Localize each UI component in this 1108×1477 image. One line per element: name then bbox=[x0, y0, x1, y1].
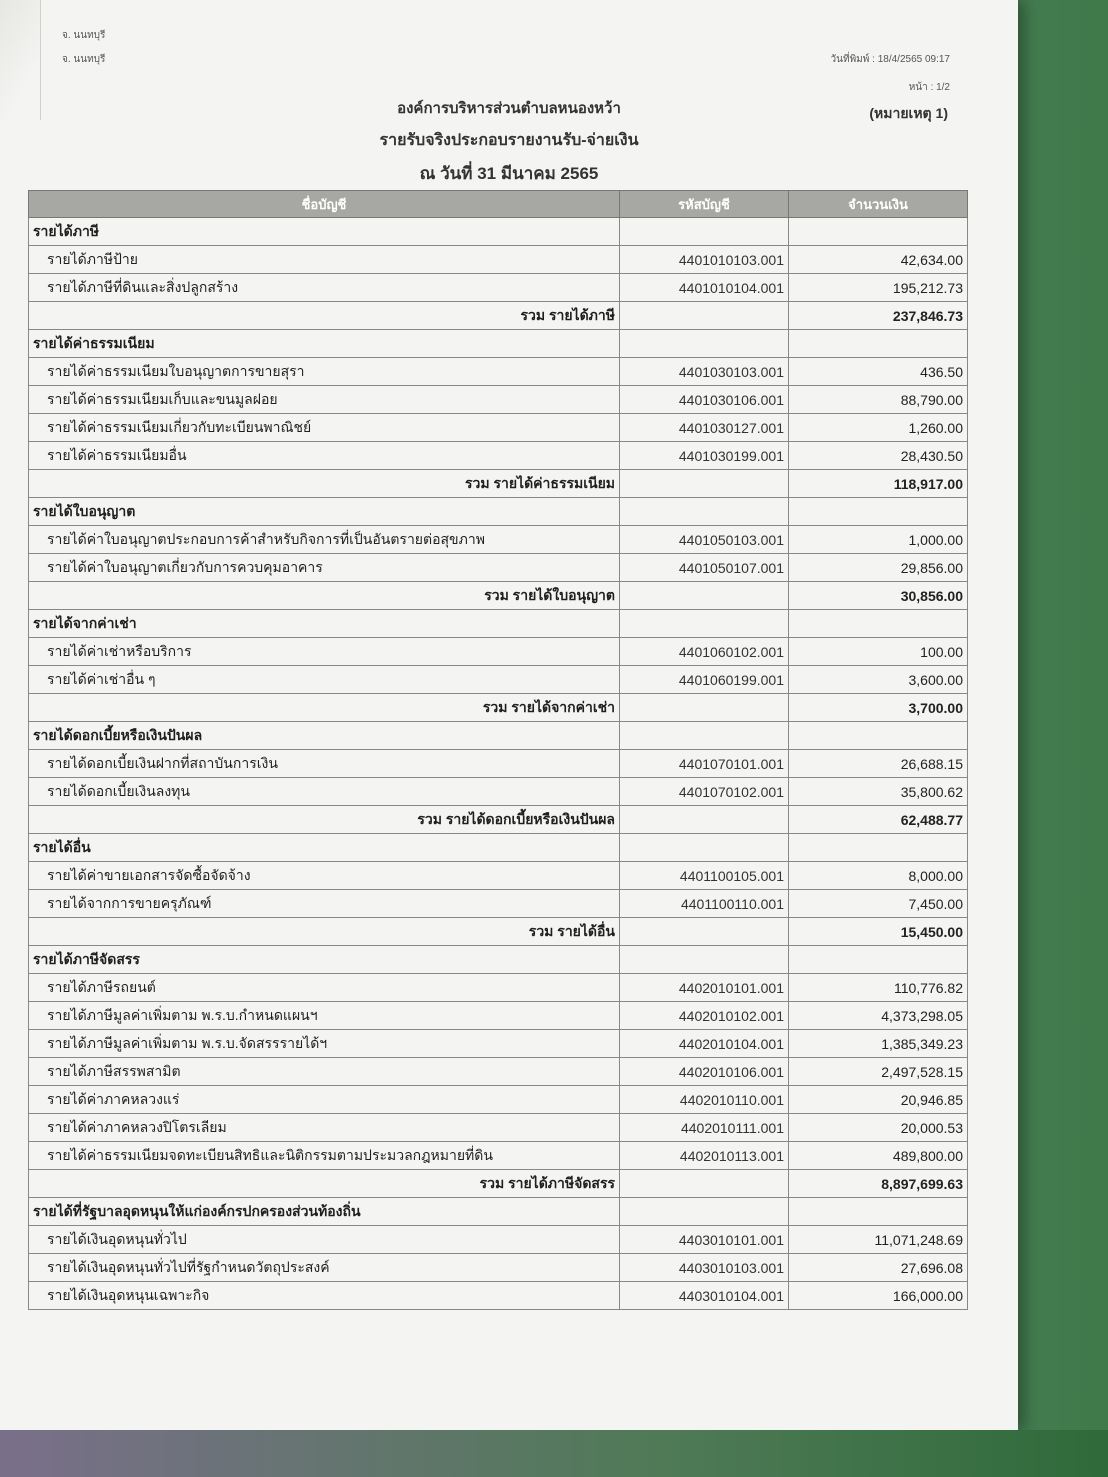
table-row-item bbox=[29, 554, 968, 582]
table-row-item bbox=[29, 1282, 968, 1310]
amount-cell: 20,946.85 bbox=[789, 1086, 968, 1114]
print-date: วันที่พิมพ์ : 18/4/2565 09:17 bbox=[830, 54, 950, 65]
account-name-cell: รายได้ภาษีที่ดินและสิ่งปลูกสร้าง bbox=[29, 274, 620, 302]
account-name-cell: รวม รายได้จากค่าเช่า bbox=[29, 694, 620, 722]
account-code-cell: 4402010102.001 bbox=[620, 1002, 789, 1030]
table-row-item bbox=[29, 358, 968, 386]
account-name-cell: รายได้ดอกเบี้ยเงินฝากที่สถาบันการเงิน bbox=[29, 750, 620, 778]
amount-cell bbox=[789, 1198, 968, 1226]
account-name-cell: รายได้ภาษีจัดสรร bbox=[29, 946, 620, 974]
account-code-cell: 4401030103.001 bbox=[620, 358, 789, 386]
account-code-cell bbox=[620, 946, 789, 974]
table-header-row bbox=[29, 191, 968, 218]
report-title: รายรับจริงประกอบรายงานรับ-จ่ายเงิน bbox=[379, 132, 639, 149]
account-name-cell: รายได้เงินอุดหนุนทั่วไปที่รัฐกำหนดวัตถุประสงค์ bbox=[29, 1254, 620, 1282]
amount-cell: 20,000.53 bbox=[789, 1114, 968, 1142]
table-row-group bbox=[29, 722, 968, 750]
amount-cell bbox=[789, 610, 968, 638]
table-row-item bbox=[29, 1114, 968, 1142]
table-row-subtotal bbox=[29, 806, 968, 834]
amount-cell: 29,856.00 bbox=[789, 554, 968, 582]
account-name-cell: รายได้ค่าธรรมเนียมอื่น bbox=[29, 442, 620, 470]
amount-cell: 1,385,349.23 bbox=[789, 1030, 968, 1058]
table-row-item bbox=[29, 890, 968, 918]
table-row-item bbox=[29, 526, 968, 554]
account-code-cell: 4403010101.001 bbox=[620, 1226, 789, 1254]
amount-cell: 3,600.00 bbox=[789, 666, 968, 694]
table-row-item bbox=[29, 1002, 968, 1030]
account-name-cell: รายได้ใบอนุญาต bbox=[29, 498, 620, 526]
amount-cell: 4,373,298.05 bbox=[789, 1002, 968, 1030]
table-row-subtotal bbox=[29, 1170, 968, 1198]
table-row-item bbox=[29, 1030, 968, 1058]
amount-cell bbox=[789, 722, 968, 750]
account-code-cell: 4402010110.001 bbox=[620, 1086, 789, 1114]
account-name-cell: รายได้จากการขายครุภัณฑ์ bbox=[29, 890, 620, 918]
account-name-cell: รายได้เงินอุดหนุนทั่วไป bbox=[29, 1226, 620, 1254]
amount-cell bbox=[789, 330, 968, 358]
table-row-item bbox=[29, 414, 968, 442]
amount-cell bbox=[789, 946, 968, 974]
account-name-cell: รายได้ภาษีมูลค่าเพิ่มตาม พ.ร.บ.กำหนดแผนฯ bbox=[29, 1002, 620, 1030]
table-row-subtotal bbox=[29, 302, 968, 330]
header-amount: จำนวนเงิน bbox=[789, 191, 968, 218]
account-name-cell: รวม รายได้ดอกเบี้ยหรือเงินปันผล bbox=[29, 806, 620, 834]
account-name-cell: รายได้อื่น bbox=[29, 834, 620, 862]
table-row-subtotal bbox=[29, 582, 968, 610]
account-code-cell bbox=[620, 806, 789, 834]
account-code-cell: 4401070101.001 bbox=[620, 750, 789, 778]
account-code-cell: 4402010101.001 bbox=[620, 974, 789, 1002]
account-code-cell: 4402010106.001 bbox=[620, 1058, 789, 1086]
amount-cell: 35,800.62 bbox=[789, 778, 968, 806]
table-row-group bbox=[29, 610, 968, 638]
table-row-item bbox=[29, 1142, 968, 1170]
account-code-cell: 4402010104.001 bbox=[620, 1030, 789, 1058]
table-row-item bbox=[29, 1254, 968, 1282]
account-code-cell bbox=[620, 1198, 789, 1226]
table-row-group bbox=[29, 498, 968, 526]
amount-cell: 88,790.00 bbox=[789, 386, 968, 414]
account-code-cell: 4402010111.001 bbox=[620, 1114, 789, 1142]
account-name-cell: รายได้ค่าธรรมเนียมเก็บและขนมูลฝอย bbox=[29, 386, 620, 414]
background-strip bbox=[0, 1430, 1108, 1477]
table-row-subtotal bbox=[29, 470, 968, 498]
account-code-cell: 4401030106.001 bbox=[620, 386, 789, 414]
account-code-cell: 4401030199.001 bbox=[620, 442, 789, 470]
account-name-cell: รวม รายได้ภาษี bbox=[29, 302, 620, 330]
account-code-cell: 4403010104.001 bbox=[620, 1282, 789, 1310]
account-name-cell: รายได้ค่าธรรมเนียมจดทะเบียนสิทธิและนิติกรรมตามประมวลกฎหมายที่ดิน bbox=[29, 1142, 620, 1170]
account-name-cell: รายได้จากค่าเช่า bbox=[29, 610, 620, 638]
org-name: องค์การบริหารส่วนตำบลหนองหว้า bbox=[397, 100, 621, 117]
amount-cell: 1,000.00 bbox=[789, 526, 968, 554]
account-code-cell: 4401070102.001 bbox=[620, 778, 789, 806]
account-code-cell bbox=[620, 918, 789, 946]
amount-cell: 2,497,528.15 bbox=[789, 1058, 968, 1086]
amount-cell: 27,696.08 bbox=[789, 1254, 968, 1282]
top-left-line1: จ. นนทบุรี bbox=[62, 30, 106, 41]
table-row-subtotal bbox=[29, 918, 968, 946]
account-code-cell bbox=[620, 218, 789, 246]
amount-cell: 110,776.82 bbox=[789, 974, 968, 1002]
top-left-line2: จ. นนทบุรี bbox=[62, 54, 106, 65]
amount-cell: 3,700.00 bbox=[789, 694, 968, 722]
account-code-cell: 4401030127.001 bbox=[620, 414, 789, 442]
amount-cell bbox=[789, 498, 968, 526]
account-name-cell: รายได้ภาษีสรรพสามิต bbox=[29, 1058, 620, 1086]
account-code-cell: 4401050103.001 bbox=[620, 526, 789, 554]
table-row-item bbox=[29, 246, 968, 274]
account-code-cell bbox=[620, 498, 789, 526]
account-name-cell: รายได้ภาษีมูลค่าเพิ่มตาม พ.ร.บ.จัดสรรรายได้ฯ bbox=[29, 1030, 620, 1058]
account-name-cell: รายได้ภาษีรถยนต์ bbox=[29, 974, 620, 1002]
amount-cell: 42,634.00 bbox=[789, 246, 968, 274]
table-row-item bbox=[29, 974, 968, 1002]
account-name-cell: รายได้ค่าขายเอกสารจัดซื้อจัดจ้าง bbox=[29, 862, 620, 890]
account-name-cell: รายได้ค่าเช่าหรือบริการ bbox=[29, 638, 620, 666]
account-code-cell bbox=[620, 834, 789, 862]
header-account-code: รหัสบัญชี bbox=[620, 191, 789, 218]
account-name-cell: รายได้ดอกเบี้ยเงินลงทุน bbox=[29, 778, 620, 806]
account-name-cell: รวม รายได้ค่าธรรมเนียม bbox=[29, 470, 620, 498]
table-row-item bbox=[29, 1058, 968, 1086]
account-code-cell bbox=[620, 582, 789, 610]
table-row-item bbox=[29, 638, 968, 666]
account-code-cell bbox=[620, 722, 789, 750]
account-name-cell: รายได้ดอกเบี้ยหรือเงินปันผล bbox=[29, 722, 620, 750]
amount-cell: 8,000.00 bbox=[789, 862, 968, 890]
table-row-item bbox=[29, 1086, 968, 1114]
account-name-cell: รวม รายได้ใบอนุญาต bbox=[29, 582, 620, 610]
amount-cell bbox=[789, 834, 968, 862]
account-code-cell bbox=[620, 470, 789, 498]
amount-cell: 62,488.77 bbox=[789, 806, 968, 834]
table-row-subtotal bbox=[29, 694, 968, 722]
account-code-cell: 4402010113.001 bbox=[620, 1142, 789, 1170]
table-row-item bbox=[29, 1226, 968, 1254]
amount-cell: 8,897,699.63 bbox=[789, 1170, 968, 1198]
account-name-cell: รายได้ค่าใบอนุญาตประกอบการค้าสำหรับกิจการที่เป็นอันตรายต่อสุขภาพ bbox=[29, 526, 620, 554]
account-name-cell: รายได้ที่รัฐบาลอุดหนุนให้แก่องค์กรปกครองส่วนท้องถิ่น bbox=[29, 1198, 620, 1226]
amount-cell: 166,000.00 bbox=[789, 1282, 968, 1310]
amount-cell: 26,688.15 bbox=[789, 750, 968, 778]
amount-cell: 489,800.00 bbox=[789, 1142, 968, 1170]
account-code-cell: 4401060102.001 bbox=[620, 638, 789, 666]
amount-cell: 7,450.00 bbox=[789, 890, 968, 918]
account-name-cell: รายได้ค่าธรรมเนียมใบอนุญาตการขายสุรา bbox=[29, 358, 620, 386]
account-code-cell: 4403010103.001 bbox=[620, 1254, 789, 1282]
table-row-group bbox=[29, 330, 968, 358]
table-row-item bbox=[29, 666, 968, 694]
account-code-cell: 4401100105.001 bbox=[620, 862, 789, 890]
account-name-cell: รายได้ค่าภาคหลวงแร่ bbox=[29, 1086, 620, 1114]
amount-cell: 237,846.73 bbox=[789, 302, 968, 330]
amount-cell bbox=[789, 218, 968, 246]
account-name-cell: รายได้ค่าธรรมเนียมเกี่ยวกับทะเบียนพาณิชย์ bbox=[29, 414, 620, 442]
account-name-cell: รายได้เงินอุดหนุนเฉพาะกิจ bbox=[29, 1282, 620, 1310]
table-row-item bbox=[29, 386, 968, 414]
account-code-cell: 4401010104.001 bbox=[620, 274, 789, 302]
amount-cell: 195,212.73 bbox=[789, 274, 968, 302]
account-code-cell bbox=[620, 610, 789, 638]
table-row-item bbox=[29, 442, 968, 470]
revenue-table bbox=[28, 190, 968, 1310]
table-row-group bbox=[29, 1198, 968, 1226]
account-name-cell: รายได้ภาษีป้าย bbox=[29, 246, 620, 274]
account-name-cell: รายได้ค่าธรรมเนียม bbox=[29, 330, 620, 358]
amount-cell: 15,450.00 bbox=[789, 918, 968, 946]
account-code-cell: 4401010103.001 bbox=[620, 246, 789, 274]
amount-cell: 30,856.00 bbox=[789, 582, 968, 610]
table-row-group bbox=[29, 834, 968, 862]
amount-cell: 100.00 bbox=[789, 638, 968, 666]
account-code-cell: 4401060199.001 bbox=[620, 666, 789, 694]
account-code-cell bbox=[620, 302, 789, 330]
amount-cell: 28,430.50 bbox=[789, 442, 968, 470]
table-row-group bbox=[29, 946, 968, 974]
table-row-item bbox=[29, 862, 968, 890]
table-row-item bbox=[29, 750, 968, 778]
account-name-cell: รายได้ค่าใบอนุญาตเกี่ยวกับการควบคุมอาคาร bbox=[29, 554, 620, 582]
account-name-cell: รายได้ภาษี bbox=[29, 218, 620, 246]
header-account-name: ชื่อบัญชี bbox=[29, 191, 620, 218]
table-row-group bbox=[29, 218, 968, 246]
page-number: หน้า : 1/2 bbox=[908, 82, 950, 93]
account-name-cell: รวม รายได้อื่น bbox=[29, 918, 620, 946]
account-code-cell bbox=[620, 694, 789, 722]
amount-cell: 1,260.00 bbox=[789, 414, 968, 442]
account-code-cell: 4401100110.001 bbox=[620, 890, 789, 918]
account-name-cell: รวม รายได้ภาษีจัดสรร bbox=[29, 1170, 620, 1198]
table-body bbox=[29, 218, 968, 1310]
account-code-cell bbox=[620, 330, 789, 358]
account-name-cell: รายได้ค่าเช่าอื่น ๆ bbox=[29, 666, 620, 694]
amount-cell: 11,071,248.69 bbox=[789, 1226, 968, 1254]
amount-cell: 118,917.00 bbox=[789, 470, 968, 498]
table-row-item bbox=[29, 274, 968, 302]
table-row-item bbox=[29, 778, 968, 806]
account-code-cell: 4401050107.001 bbox=[620, 554, 789, 582]
note-label: (หมายเหตุ 1) bbox=[869, 105, 948, 121]
account-code-cell bbox=[620, 1170, 789, 1198]
report-date: ณ วันที่ 31 มีนาคม 2565 bbox=[419, 164, 599, 183]
amount-cell: 436.50 bbox=[789, 358, 968, 386]
account-name-cell: รายได้ค่าภาคหลวงปิโตรเลียม bbox=[29, 1114, 620, 1142]
